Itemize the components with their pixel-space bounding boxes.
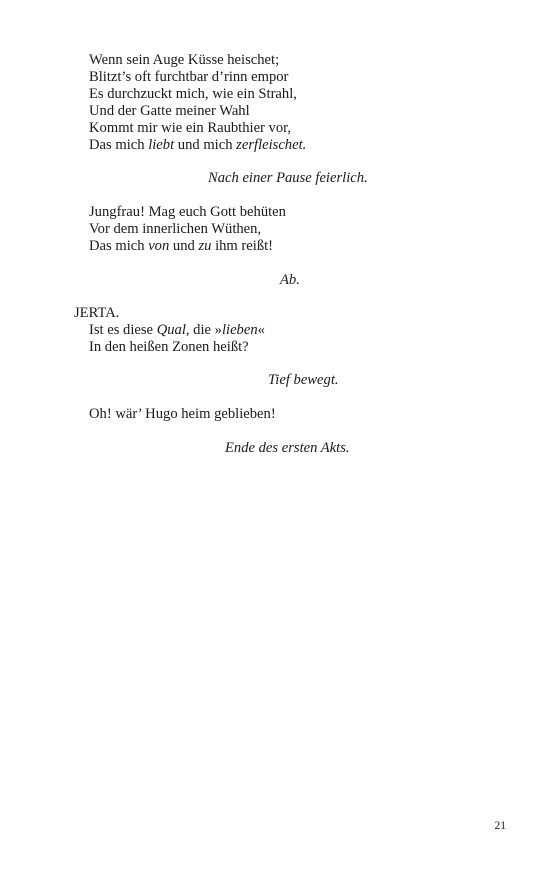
stage-direction: Tief bewegt. [268,372,339,388]
page-number: 21 [494,820,506,832]
verse-line: Und der Gatte meiner Wahl [89,103,250,119]
verse-line: Wenn sein Auge Küsse heischet; [89,52,280,68]
verse-line: Oh! wär’ Hugo heim geblieben! [89,406,276,422]
emphasized-word: liebt [148,137,175,153]
verse-line: Jungfrau! Mag euch Gott behüten [89,204,286,220]
verse-line [89,137,306,154]
verse-text: Das mich [89,238,149,254]
verse-line [89,238,273,255]
emphasized-word: zu [198,238,212,254]
speaker-name: JERTA. [74,305,120,321]
verse-text: und mich [174,137,237,153]
verse-line: Kommt mir wie ein Raubthier vor, [89,120,292,136]
stage-direction: Nach einer Pause feierlich. [208,170,368,186]
verse-line: In den heißen Zonen heißt? [89,339,249,355]
verse-line: Blitzt’s oft furchtbar d’rinn empor [89,69,289,85]
verse-text: und [169,238,199,254]
verse-text: Das mich [89,137,149,153]
stage-direction: Ende des ersten Akts. [225,440,350,456]
verse-line: Es durchzuckt mich, wie ein Strahl, [89,86,297,102]
emphasized-word: zerfleischet. [236,137,307,153]
emphasized-word: lieben [221,322,258,338]
verse-text: « [257,322,265,338]
emphasized-word: Qual, [156,322,190,338]
verse-text: die » [189,322,222,338]
verse-text: Ist es diese [89,322,157,338]
stage-direction: Ab. [280,272,300,288]
verse-line [89,322,265,339]
verse-text: ihm reißt! [211,238,274,254]
verse-line: Vor dem innerlichen Wüthen, [89,221,262,237]
emphasized-word: von [148,238,170,254]
